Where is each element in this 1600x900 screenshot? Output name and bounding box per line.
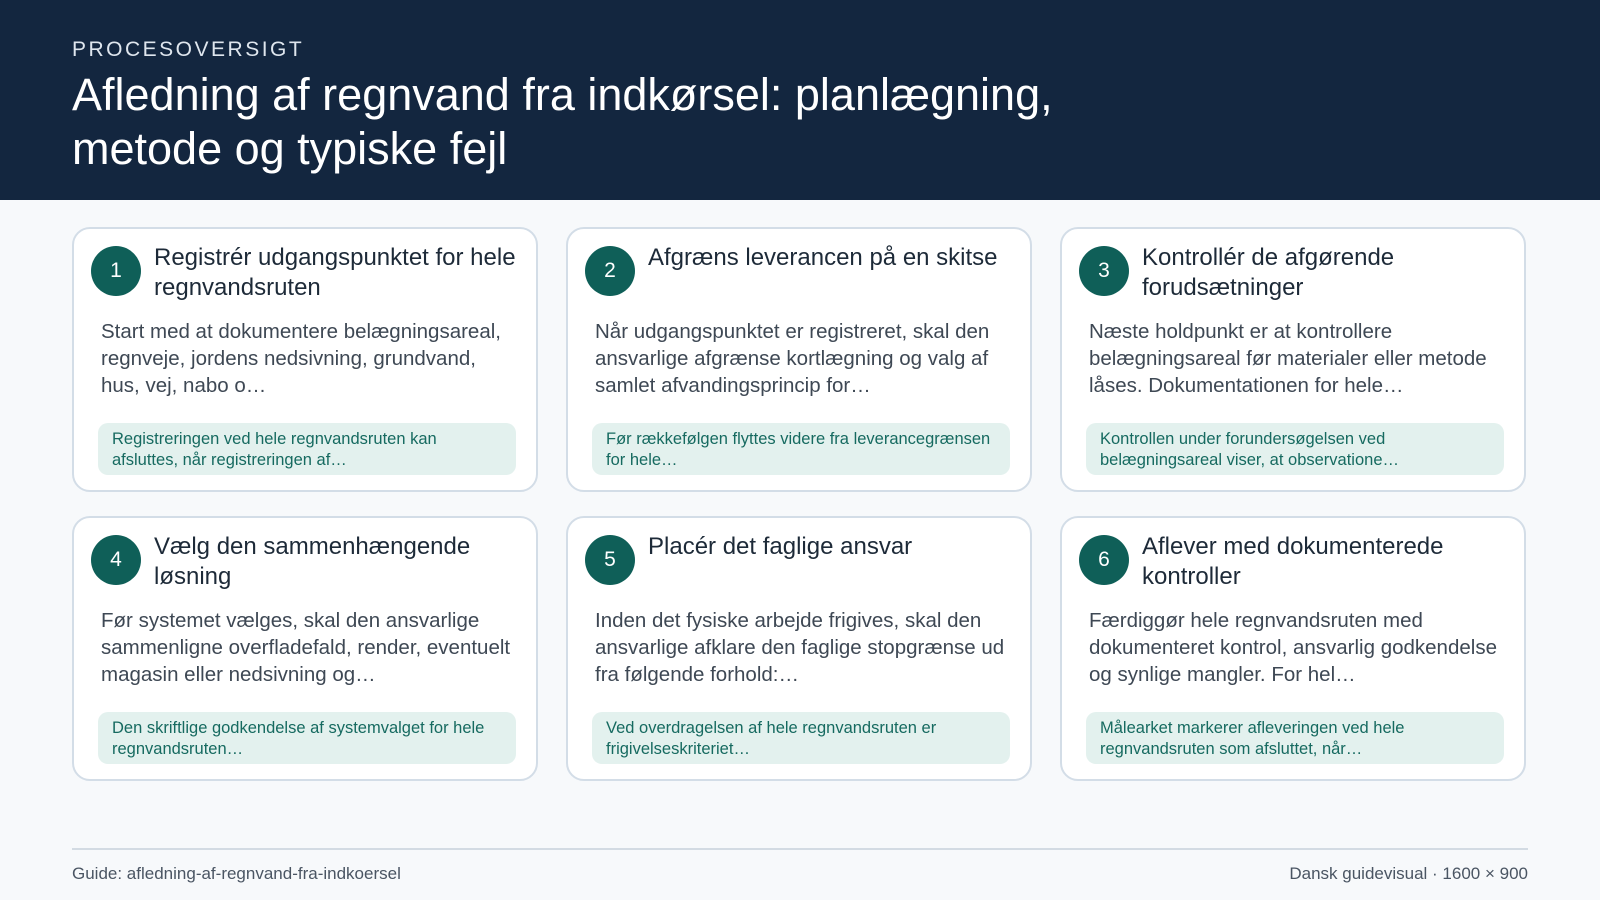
- step-number-badge: 6: [1079, 535, 1129, 585]
- footer-divider: [72, 848, 1528, 850]
- step-number-badge: 3: [1079, 246, 1129, 296]
- step-note-text: Kontrollen under forundersøgelsen ved belægningsareal viser, at observatione…: [1100, 430, 1400, 469]
- step-card-2: [566, 227, 1032, 492]
- step-number-badge: 5: [585, 535, 635, 585]
- step-note: [1086, 712, 1504, 764]
- footer-guide-slug: Guide: afledning-af-regnvand-fra-indkoersel: [72, 864, 401, 883]
- step-card-6: [1060, 516, 1526, 781]
- step-card-4: [72, 516, 538, 781]
- step-note: [592, 423, 1010, 475]
- step-body: Når udgangspunktet er registreret, skal den ansvarlige afgrænse kortlægning og valg af samlet afvandingsprincip for…: [595, 320, 990, 397]
- step-title: Registrér udgangspunktet for hele regnvandsruten: [154, 244, 516, 301]
- footer-meta: Dansk guidevisual · 1600 × 900: [1289, 864, 1528, 883]
- step-body: Start med at dokumentere belægningsareal, regnveje, jordens nedsivning, grundvand, hus, vej, nabo o…: [101, 320, 501, 397]
- step-title: Vælg den sammenhængende løsning: [154, 533, 471, 590]
- step-note: [98, 712, 516, 764]
- step-note-text: Ved overdragelsen af hele regnvandsruten er frigivelseskriteriet…: [606, 719, 937, 758]
- step-note-text: Den skriftlige godkendelse af systemvalget for hele regnvandsruten…: [112, 719, 485, 758]
- step-note-text: Registreringen ved hele regnvandsruten kan afsluttes, når registreringen af…: [112, 430, 437, 469]
- steps-grid: [72, 227, 1526, 781]
- step-title: Afgræns leverancen på en skitse: [648, 244, 998, 271]
- page-title: Afledning af regnvand fra indkørsel: planlægning, metode og typiske fejl: [72, 69, 1053, 174]
- step-number-badge: 1: [91, 246, 141, 296]
- step-card-1: [72, 227, 538, 492]
- step-body: Færdiggør hele regnvandsruten med dokumenteret kontrol, ansvarlig godkendelse og synlige mangler. For hel…: [1089, 609, 1497, 686]
- step-number-badge: 4: [91, 535, 141, 585]
- step-note-text: Målearket markerer afleveringen ved hele regnvandsruten som afsluttet, når…: [1100, 719, 1405, 758]
- step-title: Placér det faglige ansvar: [648, 533, 913, 560]
- step-title: Kontrollér de afgørende forudsætninger: [1142, 244, 1395, 301]
- step-note: [98, 423, 516, 475]
- step-title: Aflever med dokumenterede kontroller: [1142, 533, 1444, 590]
- step-body: Før systemet vælges, skal den ansvarlige sammenligne overfladefald, render, eventuelt magasin eller nedsivning og…: [101, 609, 511, 686]
- step-body: Næste holdpunkt er at kontrollere belægningsareal før materialer eller metode låses. Dokumentationen for hele…: [1089, 320, 1487, 397]
- eyebrow-label: PROCESOVERSIGT: [72, 38, 305, 61]
- step-note-text: Før rækkefølgen flyttes videre fra leverancegrænsen for hele…: [606, 430, 991, 469]
- step-number-badge: 2: [585, 246, 635, 296]
- step-note: [1086, 423, 1504, 475]
- step-card-3: [1060, 227, 1526, 492]
- step-card-5: [566, 516, 1032, 781]
- step-note: [592, 712, 1010, 764]
- step-body: Inden det fysiske arbejde frigives, skal den ansvarlige afklare den faglige stopgrænse ud fra følgende forhold:…: [595, 609, 1005, 686]
- header-banner: [0, 0, 1600, 200]
